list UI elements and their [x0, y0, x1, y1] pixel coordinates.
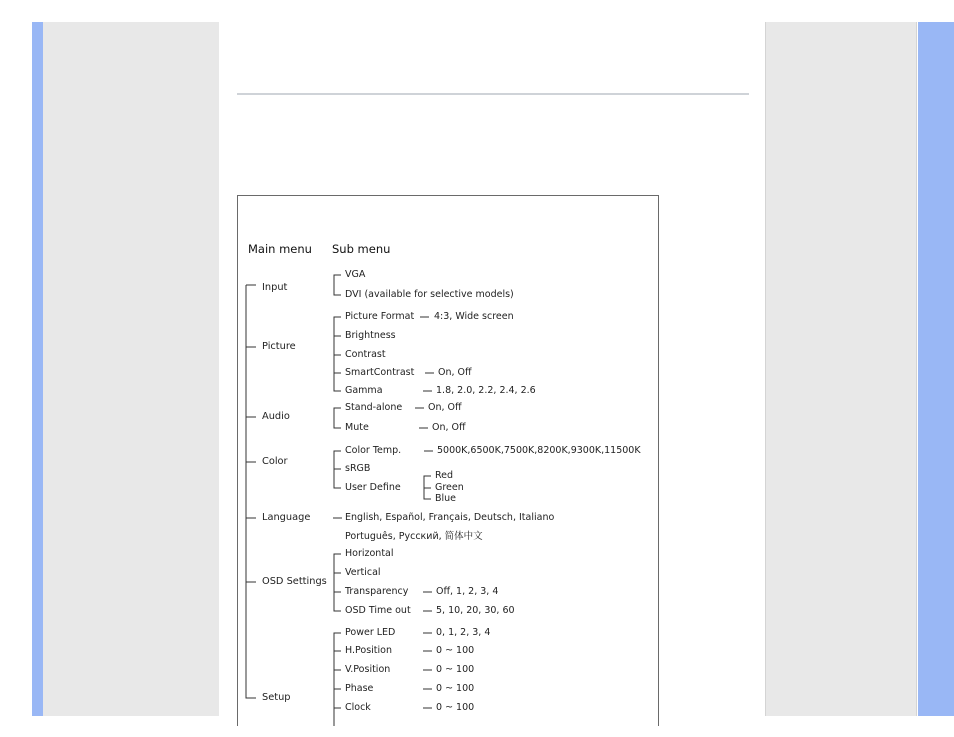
value-osd-time-out: 5, 10, 20, 30, 60 — [436, 605, 515, 616]
horizontal-divider — [237, 93, 749, 95]
value-picture-format: 4:3, Wide screen — [434, 311, 514, 322]
sub-item-dvi: DVI (available for selective models) — [345, 289, 514, 300]
sub-item-mute: Mute — [345, 422, 369, 433]
main-menu-header: Main menu — [248, 242, 312, 256]
main-item-osd-settings: OSD Settings — [262, 576, 327, 587]
sub-item-transparency: Transparency — [345, 586, 409, 597]
main-item-input: Input — [262, 282, 288, 293]
sub-item-clock: Clock — [345, 702, 371, 713]
sub-item-osd-time-out: OSD Time out — [345, 605, 411, 616]
sub-item-stand-alone: Stand-alone — [345, 402, 403, 413]
sub-item-h-position: H.Position — [345, 645, 392, 656]
sub-menu-header: Sub menu — [332, 242, 391, 256]
sub-item-picture-format: Picture Format — [345, 311, 415, 322]
sub-item-horizontal: Horizontal — [345, 548, 394, 559]
value-power-led: 0, 1, 2, 3, 4 — [436, 627, 491, 638]
value-smartcontrast: On, Off — [438, 367, 472, 378]
value-v-position: 0 ~ 100 — [436, 664, 475, 675]
value-clock: 0 ~ 100 — [436, 702, 475, 713]
sub-item-brightness: Brightness — [345, 330, 396, 341]
sub-item-vga: VGA — [345, 269, 366, 280]
sub-item-vertical: Vertical — [345, 567, 381, 578]
value-language-line2: Português, Русский, 简体中文 — [345, 531, 483, 542]
main-item-audio: Audio — [262, 411, 290, 422]
left-accent-bar — [32, 22, 43, 716]
main-item-setup: Setup — [262, 692, 291, 703]
main-item-picture: Picture — [262, 341, 296, 352]
value-transparency: Off, 1, 2, 3, 4 — [436, 586, 499, 597]
sub-item-user-define: User Define — [345, 482, 401, 493]
value-green: Green — [435, 482, 464, 493]
osd-menu-tree-diagram — [237, 195, 659, 726]
sub-item-srgb: sRGB — [345, 463, 371, 474]
sub-item-color-temp: Color Temp. — [345, 445, 402, 456]
sub-item-v-position: V.Position — [345, 664, 391, 675]
value-red: Red — [435, 470, 454, 481]
sub-item-smartcontrast: SmartContrast — [345, 367, 415, 378]
sub-item-gamma: Gamma — [345, 385, 383, 396]
value-phase: 0 ~ 100 — [436, 683, 475, 694]
value-mute: On, Off — [432, 422, 466, 433]
value-stand-alone: On, Off — [428, 402, 462, 413]
main-item-language: Language — [262, 512, 311, 523]
sub-item-power-led: Power LED — [345, 627, 396, 638]
value-h-position: 0 ~ 100 — [436, 645, 475, 656]
value-blue: Blue — [435, 493, 457, 504]
left-sidebar — [43, 22, 219, 716]
main-item-color: Color — [262, 456, 288, 467]
sub-item-phase: Phase — [345, 683, 374, 694]
right-sidebar — [765, 22, 917, 716]
sub-item-contrast: Contrast — [345, 349, 386, 360]
value-color-temp: 5000K,6500K,7500K,8200K,9300K,11500K — [437, 445, 641, 456]
value-gamma: 1.8, 2.0, 2.2, 2.4, 2.6 — [436, 385, 536, 396]
right-accent-bar — [918, 22, 954, 716]
value-language-line1: English, Español, Français, Deutsch, Italiano — [345, 512, 555, 523]
